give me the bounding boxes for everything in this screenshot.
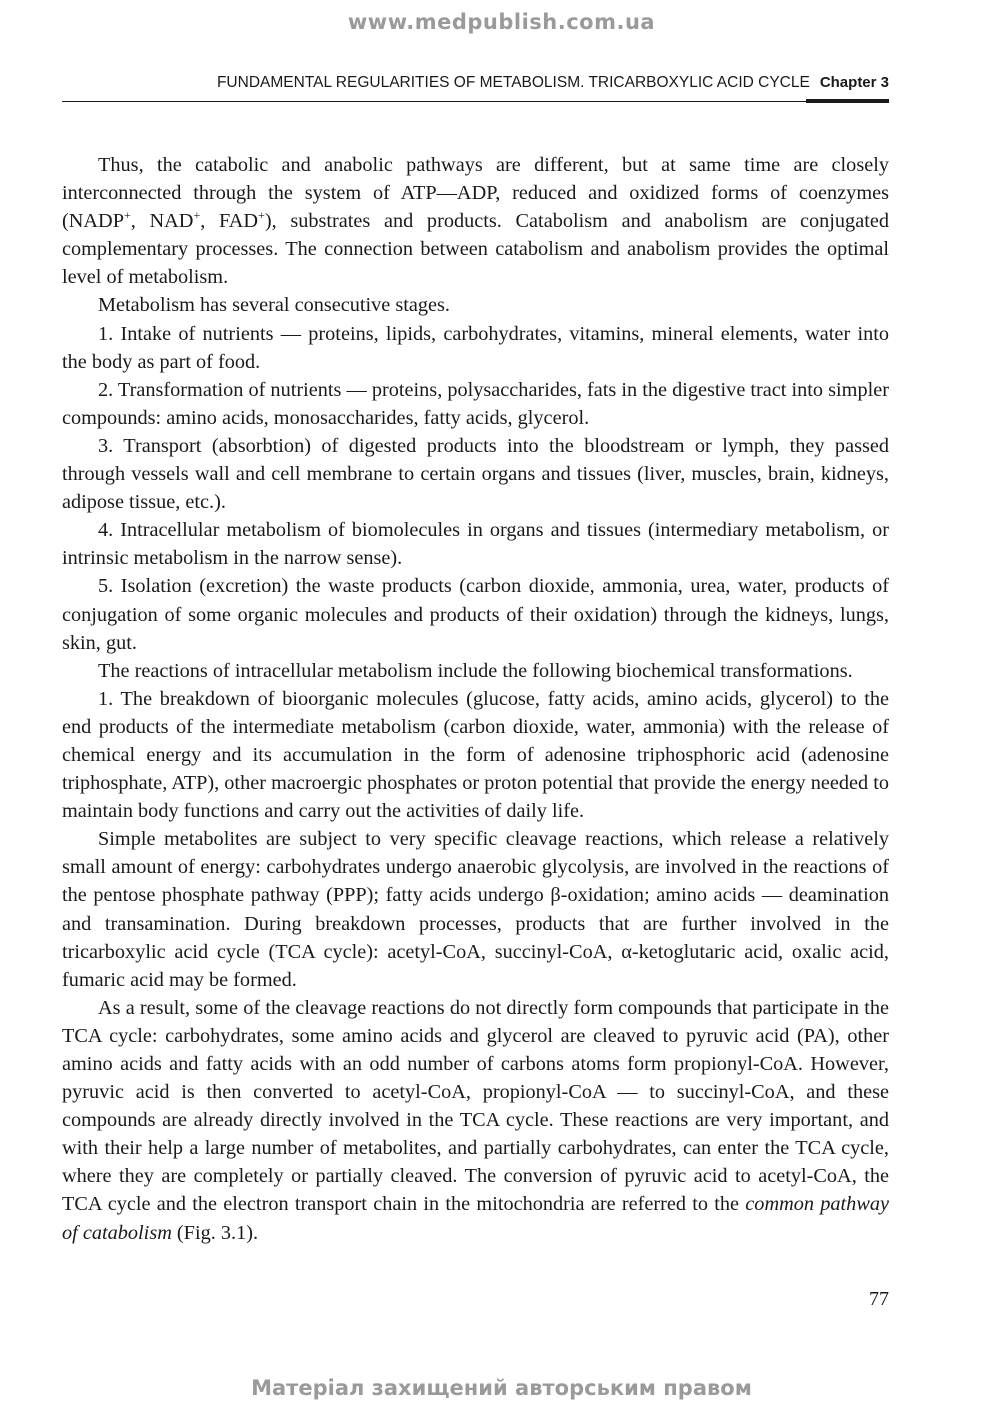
paragraph-8: The reactions of intracellular metabolism include the following biochemical transformations. xyxy=(98,659,853,682)
header-rule xyxy=(62,101,806,102)
paragraph-1-text-d: ), substrates and products. Catabolism and anabolism are conjugated complementary processes. The connection between catabolism and anabolism provides the optimal level of metabolism. xyxy=(62,210,889,289)
paragraph-2: Metabolism has several consecutive stages. xyxy=(98,294,451,317)
paragraph-7: 5. Isolation (excretion) the waste products (carbon dioxide, ammonia, urea, water, products of conjugation of some organic molecules and products of their oxidation) through the kidneys, lungs, skin, gut. xyxy=(62,575,889,654)
paragraph-1 xyxy=(62,151,889,291)
running-header xyxy=(62,74,889,100)
paragraph-5: 3. Transport (absorbtion) of digested products into the bloodstream or lymph, they passed through vessels wall and cell membrane to certain organs and tissues (liver, muscles, brain, kidneys, adipose tissue, etc.). xyxy=(62,434,889,514)
paragraph-9: 1. The breakdown of bioorganic molecules (glucose, fatty acids, amino acids, glycerol) to the end products of the intermediate metabolism (carbon dioxide, water, ammonia) with the release of chemical energy and its accumulation in the form of adenosine triphosphoric acid (adenosine triphosphate, ATP), other macroergic phosphates or proton potential that provide the energy needed to maintain body functions and carry out the activities of daily life. xyxy=(62,687,889,823)
paragraph-11 xyxy=(62,994,889,1247)
paragraph-1-text-a: Thus, the catabolic and anabolic pathways are different, but at same time are closely interconnected through the system of ATP—ADP, reduced and oxidized forms of coenzymes (NADP xyxy=(62,154,889,233)
paragraph-1-text-c: , FAD xyxy=(200,210,259,233)
paragraph-6: 4. Intracellular metabolism of biomolecules in organs and tissues (intermediary metabolism, or intrinsic metabolism in the narrow sense). xyxy=(62,519,889,570)
paragraph-10: Simple metabolites are subject to very specific cleavage reactions, which release a relatively small amount of energy: carbohydrates undergo anaerobic glycolysis, are involved in the reactions of the pentose phosphate pathway (PPP); fatty acids undergo β-oxidation; amino acids — deamination and transamination. During breakdown processes, products that are further involved in the tricarboxylic acid cycle (TCA cycle): acetyl-CoA, succinyl-CoA, α-ketoglutaric acid, oxalic acid, fumaric acid may be formed. xyxy=(62,828,889,991)
superscript-plus: + xyxy=(258,208,265,223)
running-header-title: FUNDAMENTAL REGULARITIES OF METABOLISM. TRICARBOXYLIC ACID CYCLE xyxy=(216,74,810,91)
chapter-label: Chapter 3 xyxy=(819,74,889,91)
watermark-copyright: Матеріал захищений авторським правом xyxy=(251,1376,752,1400)
paragraph-3: 1. Intake of nutrients — proteins, lipids, carbohydrates, vitamins, mineral elements, water into the body as part of food. xyxy=(62,322,889,373)
paragraph-1-text-b: , NAD xyxy=(130,210,194,233)
watermark-url: www.medpublish.com.ua xyxy=(347,10,656,34)
page-number: 77 xyxy=(869,1288,889,1310)
paragraph-11-text-a: As a result, some of the cleavage reactions do not directly form compounds that participate in the TCA cycle: carbohydrates, some amino acids and glycerol are cleaved to pyruvic acid (PA), other amino acids and fatty acids with an odd number of carbons atoms form propionyl-CoA. However, pyruvic acid is then converted to acetyl-CoA, propionyl-CoA — to succinyl-CoA, and these compounds are already directly involved in the TCA cycle. These reactions are very important, and with their help a large number of metabolites, and partially carbohydrates, can enter the TCA cycle, where they are completely or partially cleaved. The conversion of pyruvic acid to acetyl-CoA, the TCA cycle and the electron transport chain in the mitochondria are referred to the xyxy=(62,996,889,1216)
superscript-plus: + xyxy=(193,208,201,223)
header-rule-accent xyxy=(806,99,889,103)
paragraph-11-text-b: (Fig. 3.1). xyxy=(171,1221,259,1244)
italic-term: common pathway of catabolism xyxy=(62,1193,889,1244)
paragraph-4: 2. Transformation of nutrients — proteins, polysaccharides, fats in the digestive tract into simpler compounds: amino acids, monosaccharides, fatty acids, glycerol. xyxy=(62,378,889,429)
superscript-plus: + xyxy=(123,208,131,223)
body-text xyxy=(62,151,889,1247)
